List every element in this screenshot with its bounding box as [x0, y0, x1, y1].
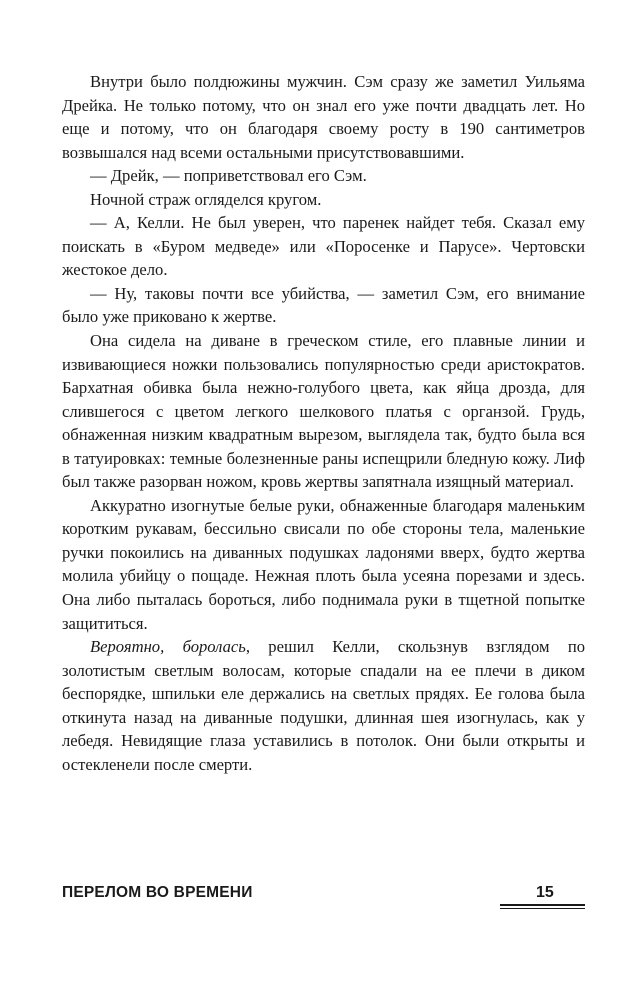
paragraph-2: — Дрейк, — поприветствовал его Сэм. — [90, 166, 367, 186]
paragraph-5: — Ну, таковы почти все убийства, — заметил Сэм, его внимание было уже приковано к жертве. — [62, 283, 585, 327]
paragraph-6: Она сидела на диване в греческом стиле, его плавные линии и извивающиеся ножки пользовались популярностью среди аристократов. Бархатная обивка была нежно-голубого цвета, как яйца дрозда, для слившегося с цветом легкого шелкового платья с органзой. Грудь, обнаженная низким квадратным вырезом, выглядела так, будто была вся в татуировках: темные болезненные раны испещрили бледную кожу. Лиф был также разорван ножом, кровь жертвы запятнала изящный материал. — [62, 331, 585, 492]
paragraph-1: Внутри было полдюжины мужчин. Сэм сразу же заметил Уильяма Дрейка. Не только потому, что он знал его уже почти двадцать лет. Но еще и потому, что он благодаря своему росту в 190 сантиметров возвышался над всеми остальными присутствовавшими. — [62, 72, 585, 162]
running-title: ПЕРЕЛОМ ВО ВРЕМЕНИ — [62, 884, 253, 901]
footer-rule-top — [500, 904, 585, 906]
paragraph-3: Ночной страж огляделся кругом. — [90, 189, 322, 209]
body-text — [62, 70, 585, 776]
footer-rule-bottom — [500, 908, 585, 909]
paragraph-8-italic: Вероятно, боролась — [90, 637, 246, 657]
paragraph-8-rest: , решил Келли, скользнув взглядом по золотистым светлым волосам, которые спадали на ее плечи в диком беспорядке, шпильки еле держались на светлых прядях. Ее голова была откинута назад на диванные подушки, длинная шея изогнулась, как у лебедя. Невидящие глаза уставились в потолок. Они были открыты и остекленели после смерти. — [62, 637, 586, 774]
page-number: 15 — [536, 884, 554, 901]
paragraph-4: — А, Келли. Не был уверен, что паренек найдет тебя. Сказал ему поискать в «Буром медведе» или «Поросенке и Парусе». Чертовски жестокое дело. — [62, 213, 585, 280]
paragraph-7: Аккуратно изогнутые белые руки, обнаженные благодаря маленьким коротким рукавам, бессильно свисали по обе стороны тела, маленькие ручки покоились на диванных подушках ладонями вверх, будто жертва молила убийцу о пощаде. Нежная плоть была усеяна порезами и здесь. Она либо пыталась бороться, либо поднимала руки в тщетной попытке защититься. — [62, 495, 585, 633]
paragraph-8 — [62, 635, 585, 776]
